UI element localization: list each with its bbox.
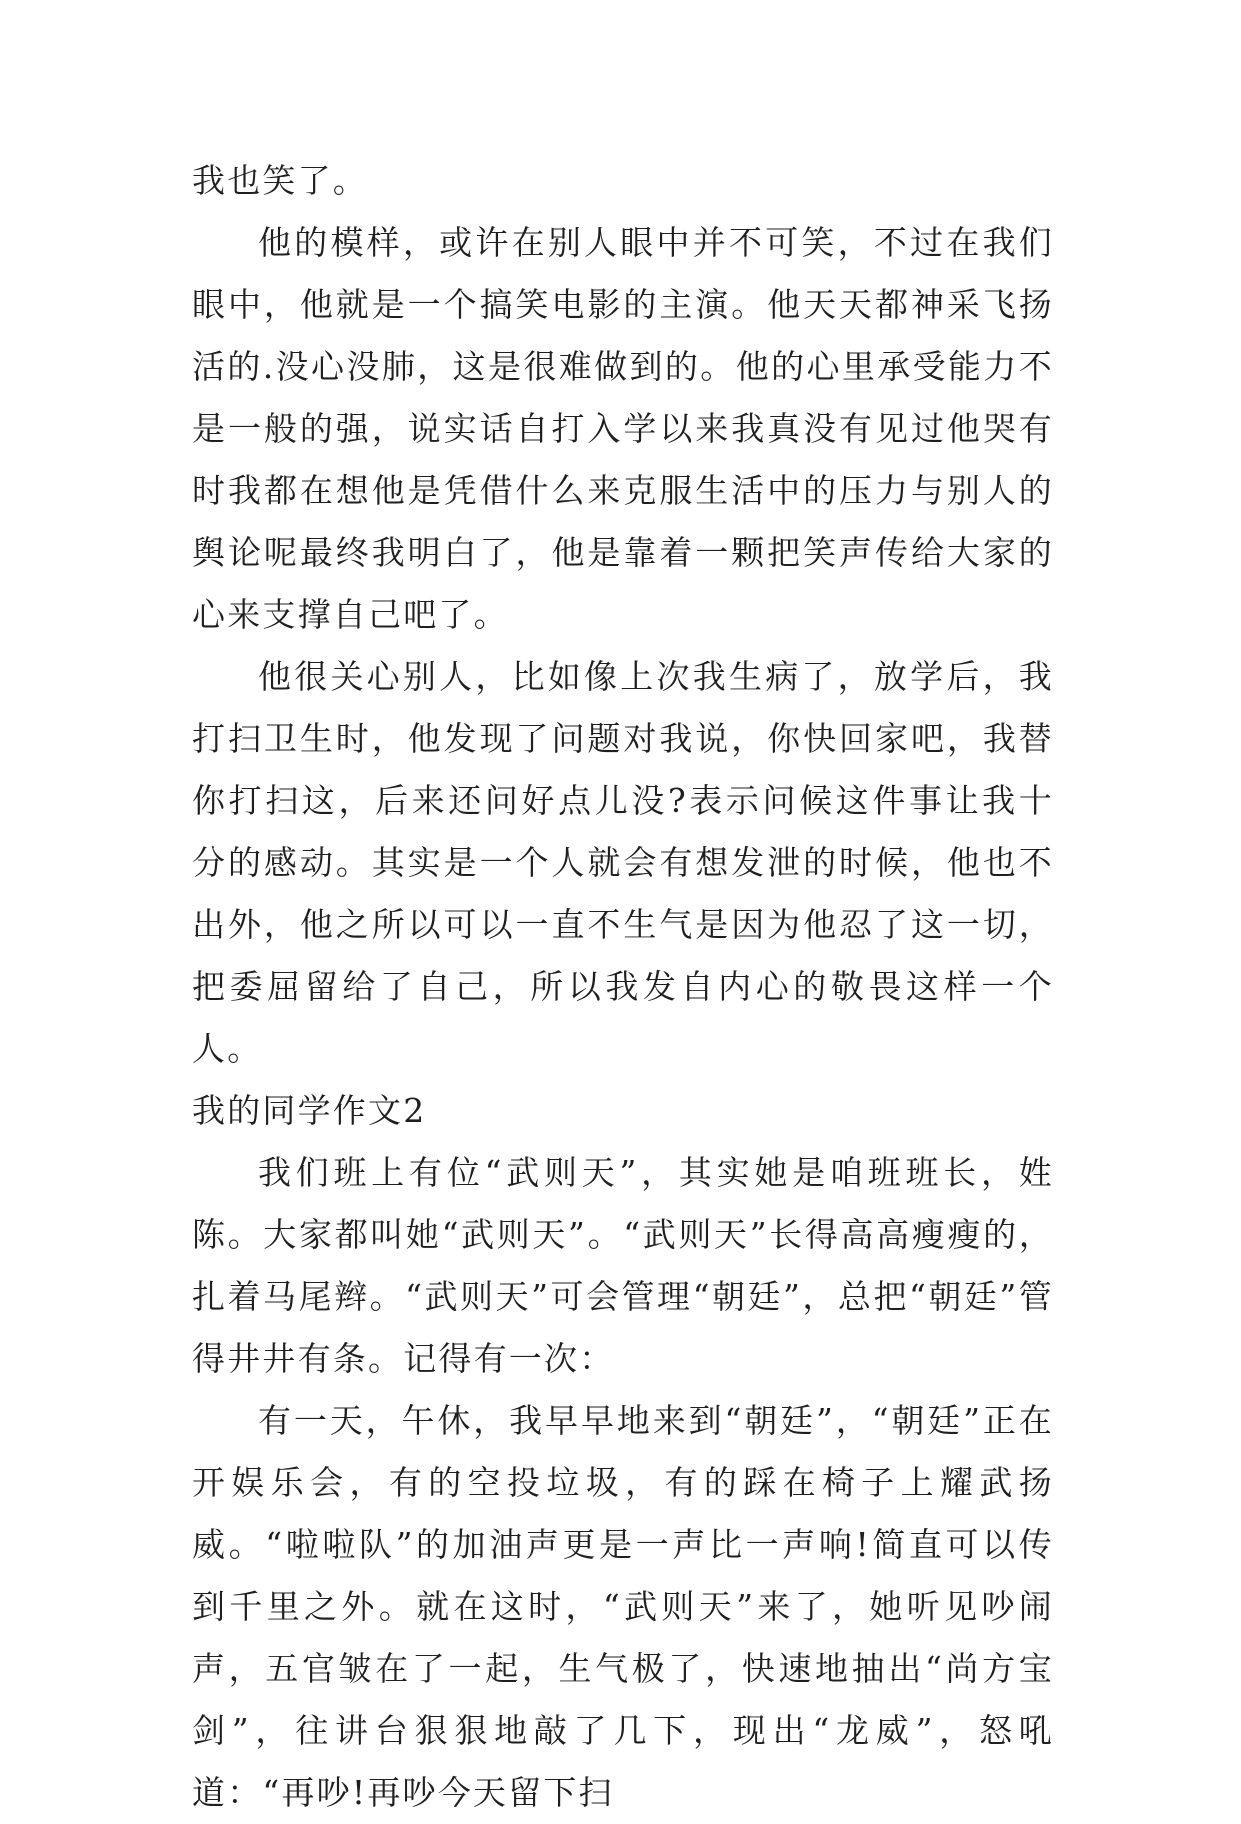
section-heading: 我的同学作文2 [192, 1091, 427, 1130]
paragraph-4: 我们班上有位“武则天”，其实她是咱班班长，姓陈。大家都叫她“武则天”。“武则天”长得高高瘦瘦的，扎着马尾辫。“武则天”可会管理“朝廷”，总把“朝廷”管得井井有条。记得有一次： [192, 1153, 1054, 1378]
paragraph-1: 我也笑了。 [192, 161, 368, 200]
paragraph-5: 有一天，午休，我早早地来到“朝廷”，“朝廷”正在开娱乐会，有的空投垃圾，有的踩在椅子上耀武扬威。“啦啦队”的加油声更是一声比一声响!简直可以传到千里之外。就在这时，“武则天”来了，她听见吵闹声，五官皱在了一起，生气极了，快速地抽出“尚方宝剑”，往讲台狠狠地敲了几下，现出“龙威”，怒吼道：“再吵!再吵今天留下扫 [192, 1401, 1054, 1812]
paragraph-2: 他的模样，或许在别人眼中并不可笑，不过在我们眼中，他就是一个搞笑电影的主演。他天天都神采飞扬活的.没心没肺，这是很难做到的。他的心里承受能力不是一般的强，说实话自打入学以来我真没有见过他哭有时我都在想他是凭借什么来克服生活中的压力与别人的舆论呢最终我明白了，他是靠着一颗把笑声传给大家的心来支撑自己吧了。 [192, 223, 1054, 634]
paragraph-3: 他很关心别人，比如像上次我生病了，放学后，我打扫卫生时，他发现了问题对我说，你快回家吧，我替你打扫这，后来还问好点儿没?表示问候这件事让我十分的感动。其实是一个人就会有想发泄的时候，他也不出外，他之所以可以一直不生气是因为他忍了这一切，把委屈留给了自己，所以我发自内心的敬畏这样一个人。 [192, 657, 1054, 1068]
document-page [192, 150, 1054, 1824]
